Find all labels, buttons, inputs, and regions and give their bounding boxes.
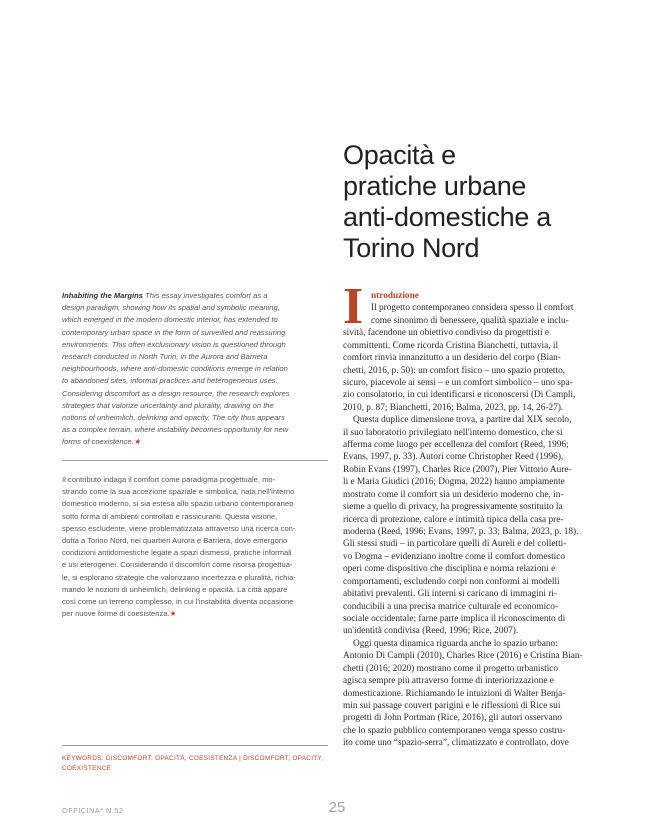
body-line <box>343 638 608 650</box>
abstract-divider <box>62 460 328 461</box>
body-line <box>343 302 608 314</box>
body-line: sociale occidentale; farne parte implica il riconoscimento di <box>343 613 566 624</box>
body-line: ricerca di protezione, calore e intimità tipica della casa pre- <box>343 514 564 525</box>
abstract-en-line: environments. This often exclusionary vision is questioned through <box>62 339 286 349</box>
body-line: conducibili a una precisa matrice culturale ed economico- <box>343 601 559 612</box>
star-icon: ★ <box>133 437 141 447</box>
body-line: mostrato come il comfort sia un desiderio moderno che, in- <box>343 489 564 500</box>
abstract-italian <box>62 474 328 620</box>
body-line: comfort rinvia innanzitutto a un desiderio del corpo (Bian- <box>343 353 561 364</box>
body-line: sieme a quello di privacy, ha progressivamente sostituito la <box>343 502 563 513</box>
abstract-en-line: neighbourhoods, where anti-domestic conditions emerge in relation <box>62 364 288 374</box>
body-line: moderna (Reed, 1996; Evans, 1997, p. 33; Balma, 2023, p. 18). <box>343 527 579 538</box>
abstract-it-line: mando le nozioni di unheimlich, delinking e opacità. La città appare <box>62 584 288 594</box>
abstract-it-text: per nuove forme di coesistenza. <box>62 609 170 619</box>
journal-name: OFFICINA* N.52 <box>62 806 124 815</box>
abstract-it-line: strando come la sua accezione spaziale e simbolica, nata nell'interno <box>62 487 295 497</box>
title-line: anti-domestiche a <box>343 202 552 232</box>
body-line-text: come sinonimo di benessere, qualità spaziale e inclu- <box>371 315 569 326</box>
section-heading-text: ntroduzione <box>371 291 419 301</box>
drop-cap: I <box>343 278 364 335</box>
body-line: vo Dogma – evidenziano inoltre come il comfort domestico <box>343 551 566 562</box>
body-line: min sui passage couvert parigini e le riflessioni di Rice sui <box>343 700 561 711</box>
body-line <box>343 414 608 426</box>
body-line: sività, facendone un obiettivo condiviso da progettisti e <box>343 328 550 339</box>
abstract-en-line: which emerged in the modern domestic interior, has extended to <box>62 315 278 325</box>
article-title <box>343 140 603 264</box>
abstract-it-line: così come un terreno complesso, in cui l'instabilità diventa occasione <box>62 597 294 607</box>
abstract-en-line: Considering discomfort as a design resource, the research explores <box>62 388 290 398</box>
body-line: il suo laboratorio privilegiato nell'interno domestico, che si <box>343 427 563 438</box>
abstract-en-line <box>62 290 328 302</box>
body-line: comportamenti, escludendo corpi non conformi ai modelli <box>343 576 560 587</box>
abstract-en-line <box>62 436 328 448</box>
keywords-line: KEYWORDS: DISCOMFORT, OPACITÀ, COESISTENZA | DISCOMFORT, OPACITY, <box>62 755 324 762</box>
abstract-en-line: research conducted in North Turin, in the Aurora and Barriera <box>62 352 268 362</box>
abstract-it-line: condizioni antidomestiche legate a spazi dismessi, pratiche informali <box>62 548 292 558</box>
abstract-english <box>62 290 328 449</box>
body-line-text: Oggi questa dinamica riguarda anche lo spazio urbano: <box>353 638 558 649</box>
body-line: Antonio Di Campli (2010), Charles Rice (2016) e Cristina Bian- <box>343 651 583 662</box>
title-line: pratiche urbane <box>343 171 527 201</box>
body-line: sicuro, piacevole ai sensi – e un comfort simbolico – uno spa- <box>343 377 573 388</box>
body-line-text: Questa duplice dimensione trova, a partire dal XIX secolo, <box>353 415 572 426</box>
abstract-lead: Inhabiting the Margins <box>62 291 143 300</box>
body-line: chetti, 2016, p. 50): un comfort fisico – uno spazio protetto, <box>343 365 566 376</box>
body-line: afferma come luogo per eccellenza del comfort (Reed, 1996; <box>343 440 569 451</box>
body-line: che lo spazio pubblico contemporaneo venga spesso costru- <box>343 725 566 736</box>
body-line: Evans, 1997, p. 33). Autori come Christopher Reed (1996), <box>343 452 564 463</box>
body-line: agisca sempre più attraverso forme di interiorizzazione e <box>343 676 554 687</box>
body-line: chetti (2016; 2020) mostrano come il progetto urbanistico <box>343 663 559 674</box>
body-line: 2010, p. 87; Bianchetti, 2016; Balma, 2023, pp. 14, 26-27). <box>343 402 564 413</box>
body-text <box>343 290 608 750</box>
abstract-en-line: contemporary urban space in the form of surveilled and reassuring <box>62 327 286 337</box>
abstract-en-line: as a complex terrain, where instability becomes opportunity for new <box>62 425 289 435</box>
abstract-it-line: Il contributo indaga il comfort come paradigma progettuale, mo- <box>62 475 276 484</box>
keywords-line: COEXISTENCE <box>62 764 112 772</box>
body-line <box>343 315 608 327</box>
page-number: 25 <box>328 799 346 816</box>
abstract-it-line: spesso escludente, viene problematizzata attraverso una ricerca con- <box>62 523 296 533</box>
body-line: zio consolatorio, in cui identificarsi e riconoscersi (Di Campli, <box>343 390 576 401</box>
abstract-en-line: strategies that valorize uncertainty and plurality, drawing on the <box>62 400 274 410</box>
keywords <box>62 754 332 773</box>
abstract-en-line: notions of unheimlich, delinking and opacity. The city thus appears <box>62 413 285 423</box>
body-line: Gli stessi studi – in particolare quelli di Aureli e del colletti- <box>343 539 567 550</box>
section-heading <box>343 290 608 302</box>
body-line: committenti. Come ricorda Cristina Bianchetti, tuttavia, il <box>343 340 559 351</box>
body-line: Robin Evans (1997), Charles Rice (2007), Pier Vittorio Aure- <box>343 464 572 475</box>
keywords-divider <box>62 745 328 746</box>
abstract-en-text: This essay investigates comfort as a <box>143 291 268 300</box>
abstract-en-line: design paradigm, showing how its spatial and symbolic meaning, <box>62 303 280 313</box>
title-line: Opacità e <box>343 140 456 170</box>
body-line: progetti di John Portman (Rice, 2016), gli autori osservano <box>343 713 562 724</box>
abstract-it-line: domestico moderno, si sia estesa allo spazio urbano contemporaneo <box>62 499 294 509</box>
abstract-it-line: sotto forma di ambienti controllati e rassicuranti. Questa visione, <box>62 511 278 521</box>
star-icon: ★ <box>169 609 177 619</box>
abstract-it-line: le, si esplorano strategie che valorizzano incertezza e pluralità, richia- <box>62 572 296 582</box>
abstract-it-line <box>62 608 328 620</box>
body-line: domesticazione. Richiamando le intuizioni di Walter Benja- <box>343 688 566 699</box>
abstract-en-line: to abandoned sites, informal practices and heterogeneous uses. <box>62 376 278 386</box>
abstract-it-line: e usi eterogenei. Considerando il discomfort come risorsa progettua- <box>62 560 293 570</box>
abstract-en-text: forms of coexistence. <box>62 437 134 447</box>
body-line: li e Maria Giudici (2016; Dogma, 2022) hanno ampiamente <box>343 477 565 488</box>
abstract-it-line: dotta a Torino Nord, nei quartieri Aurora e Barriera, dove emergono <box>62 536 288 546</box>
title-line: Torino Nord <box>343 233 480 263</box>
body-line: ito come uno “spazio-serra”, climatizzato e controllato, dove <box>343 738 569 749</box>
body-line: abitativi prevalenti. Gli interni si caricano di immagini ri- <box>343 589 558 600</box>
body-line-text: Il progetto contemporaneo considera spesso il comfort <box>371 303 574 314</box>
body-line: operi come dispositivo che disciplina e norma relazioni e <box>343 564 556 575</box>
body-line: un'identità condivisa (Reed, 1996; Rice, 2007). <box>343 626 519 637</box>
